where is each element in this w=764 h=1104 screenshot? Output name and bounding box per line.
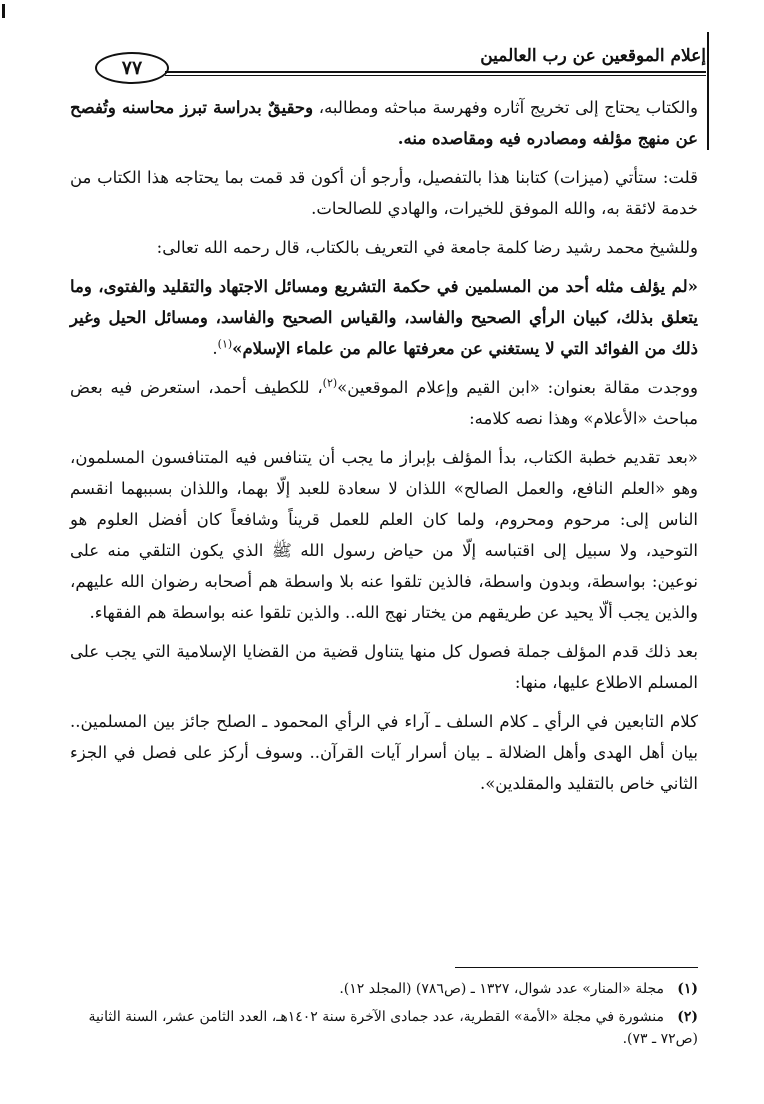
text-run: وحقيقٌ بدراسة تبرز محاسنه وتُفصح عن منهج مؤلفه ومصادره فيه ومقاصده منه.	[70, 98, 698, 148]
footnote	[70, 1006, 698, 1050]
text-run: قلت: ستأتي (ميزات) كتابنا هذا بالتفصيل، وأرجو أن أكون قد قمت بما يحتاجه هذا الكتاب من خدمة لائقة به، والله الموفق للخيرات، والهادي للصالحات.	[70, 168, 698, 218]
paragraph	[70, 271, 698, 364]
footnote-number: (٢)	[677, 1009, 698, 1025]
footnote-ref: (٢)	[322, 376, 338, 390]
book-title: إعلام الموقعين عن رب العالمين	[480, 46, 706, 66]
paragraph	[70, 636, 698, 698]
text-run: وللشيخ محمد رشيد رضا كلمة جامعة في التعريف بالكتاب، قال رحمه الله تعالى:	[156, 238, 698, 257]
footnote-text: منشورة في مجلة «الأمة» القطرية، عدد جمادى الآخرة سنة ١٤٠٢هـ، العدد الثامن عشر، السنة الثانية (ص٧٢ ـ ٧٣).	[88, 1009, 698, 1047]
paragraph	[70, 162, 698, 224]
footnote-text: مجلة «المنار» عدد شوال، ١٣٢٧ ـ (ص٧٨٦) (المجلد ١٢).	[339, 981, 664, 997]
text-run: ووجدت مقالة بعنوان: «ابن القيم وإعلام الموقعين»	[337, 378, 698, 397]
page-number: ٧٧	[95, 52, 169, 84]
text-run: ، للكطيف أحمد، استعرض فيه بعض مباحث «الأعلام» وهذا نصه كلامه:	[70, 378, 698, 428]
text-run: بعد ذلك قدم المؤلف جملة فصول كل منها يتناول قضية من القضايا الإسلامية التي يجب على المسلم الاطلاع عليها، منها:	[70, 642, 698, 692]
main-text	[70, 92, 698, 807]
text-run: كلام التابعين في الرأي ـ كلام السلف ـ آراء في الرأي المحمود ـ الصلح جائز بين المسلمين.. بيان أهل الهدى وأهل الضلالة ـ بيان أسرار آيات القرآن.. وسوف أركز على فصل في الجزء الثاني خاص بالتقليد والمقلدين».	[70, 712, 698, 793]
header-vertical-bar	[707, 32, 709, 150]
running-header	[95, 44, 706, 84]
text-run: والكتاب يحتاج إلى تخريج آثاره وفهرسة مباحثه ومطالبه،	[313, 98, 699, 117]
paragraph	[70, 442, 698, 628]
header-rule	[165, 71, 706, 73]
paragraph	[70, 232, 698, 263]
text-run: «لم يؤلف مثله أحد من المسلمين في حكمة التشريع ومسائل الاجتهاد والتقليد والفتوى، وما يتعلق بذلك، كبيان الرأي الصحيح والفاسد، والقياس الصحيح والفاسد، ومسائل الحيل وغير ذلك من الفوائد التي لا يستغني عن معرفتها عالم من علماء الإسلام»	[70, 277, 698, 358]
paragraph	[70, 706, 698, 799]
footnotes	[70, 978, 698, 1056]
header-rule-thin	[165, 75, 706, 76]
footnote-separator	[455, 967, 698, 968]
footnote-number: (١)	[677, 981, 698, 997]
paragraph	[70, 92, 698, 154]
footnote-ref: (١)	[217, 337, 233, 351]
footnote	[70, 978, 698, 1000]
corner-mark	[2, 4, 5, 18]
paragraph	[70, 372, 698, 434]
text-run: «بعد تقديم خطبة الكتاب، بدأ المؤلف بإبراز ما يجب أن يتنافس فيه المتنافسون المسلمون، وهو «العلم النافع، والعمل الصالح» اللذان لا سعادة للعبد إلّا بهما، واللذان بسببهما انقسم الناس إلى: مرحوم ومحروم، ولما كان العلم للعمل قريناً وشافعاً كان أفضل العلوم هو التوحيد، ولا سبيل إلى اقتباسه إلّا من حياض رسول الله ﷺ الذي يكون التلقي منه على نوعين: بواسطة، وبدون واسطة، فالذين تلقوا عنه بلا واسطة هم أصحابه رضوان الله عليهم، والذين يجب ألّا يحيد عن طريقهم من يختار نهج الله.. والذين تلقوا عنه بواسطة هم الفقهاء.	[70, 448, 698, 622]
text-run: .	[212, 339, 218, 358]
